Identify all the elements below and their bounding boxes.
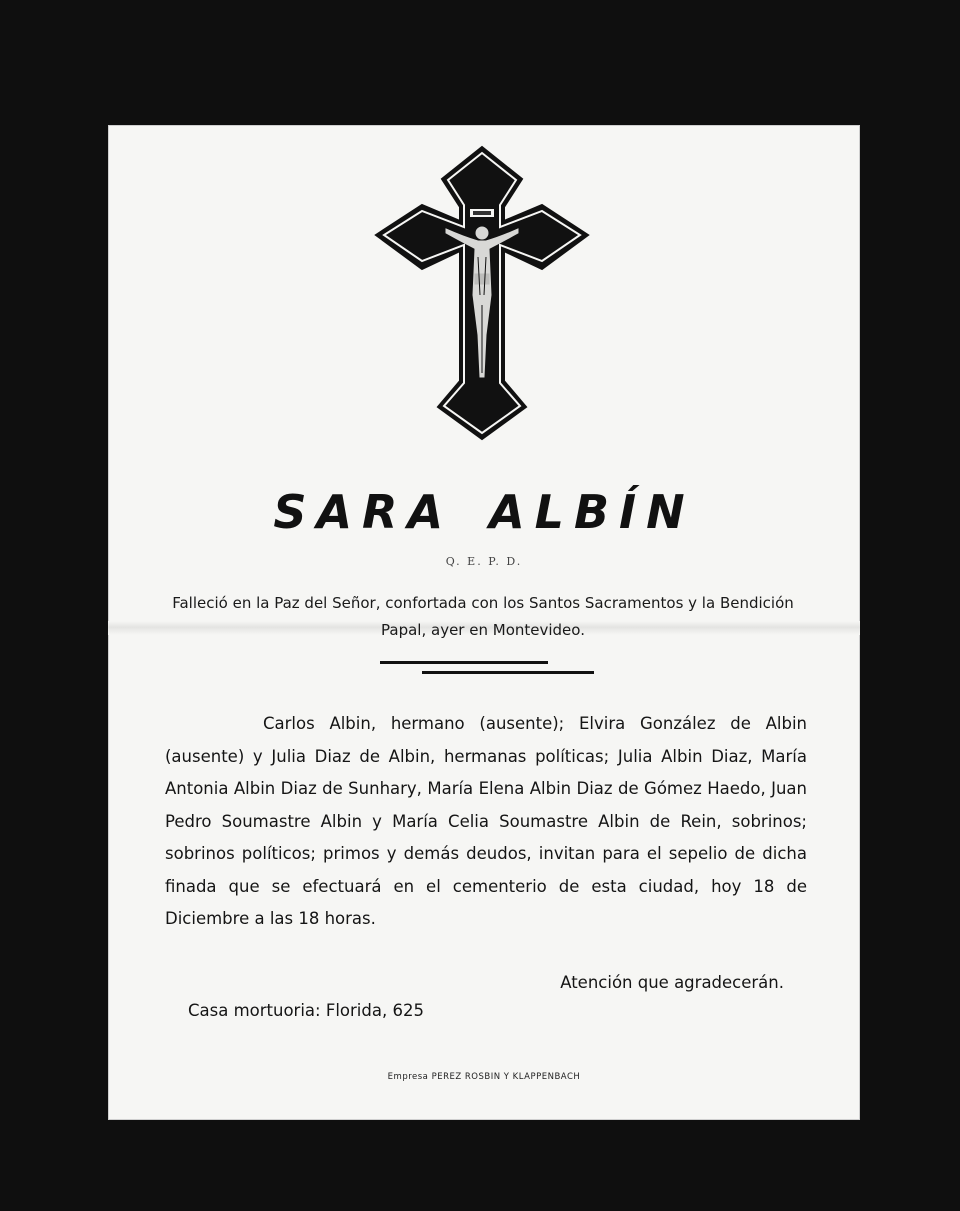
deceased-last-name: ALBÍN [489,485,695,539]
printer-credit: Empresa PEREZ ROSBIN Y KLAPPENBACH [387,1072,581,1082]
crucifix-icon [374,145,590,441]
deceased-name [108,485,860,539]
family-invitation-paragraph: Carlos Albin, hermano (ausente); Elvira González de Albin (ausente) y Julia Diaz de Albin, hermanas políticas; Julia Albin Diaz, María Antonia Albin Diaz de Sunhary, María Elena Albin Diaz de Gómez Haedo, Juan Pedro Soumastre Albin y María Celia Soumastre Albin de Rein, sobrinos; sobrinos políticos; primos y demás deudos, invitan para el sepelio de dicha finada que se efectuará en el cementerio de esta ciudad, hoy 18 de Diciembre a las 18 horas. [165,714,807,928]
divider-rule-bottom [422,671,594,674]
qepd-abbreviation: Q. E. P. D. [445,555,523,568]
death-announcement: Falleció en la Paz del Señor, confortada con los Santos Sacramentos y la Bendición Papal, ayer en Montevideo. [172,594,794,639]
funeral-house-address: Casa mortuoria: Florida, 625 [188,1001,424,1020]
closing-line: Atención que agradecerán. [560,973,784,992]
deceased-first-name: SARA [273,485,454,539]
death-notice-card [108,125,860,1120]
divider-rule-top [380,661,548,664]
